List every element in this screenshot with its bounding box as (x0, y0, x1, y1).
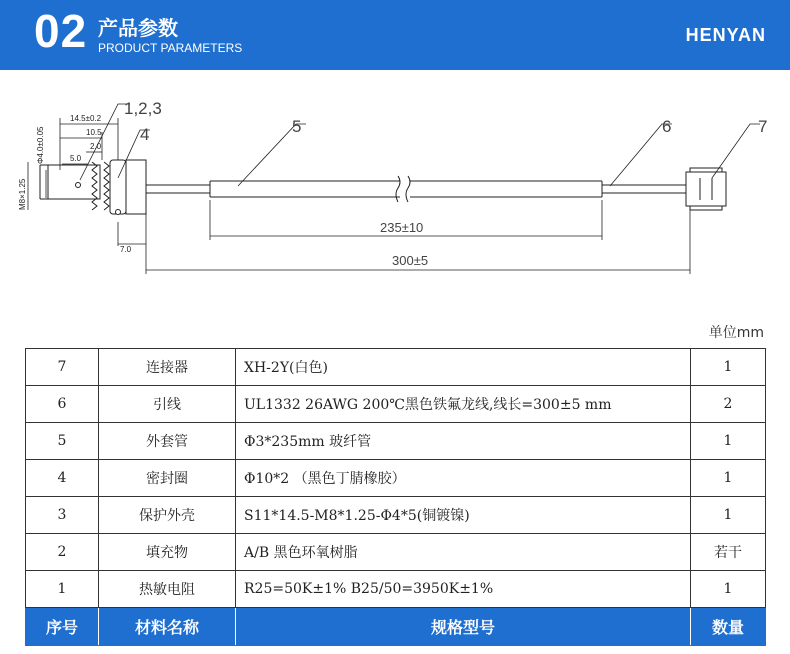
callout-5: 5 (292, 117, 302, 136)
parameter-table (25, 348, 766, 646)
header-qty: 数量 (691, 608, 766, 646)
cell-spec: Φ10*2 （黑色丁腈橡胶） (236, 460, 691, 497)
section-number: 02 (34, 5, 88, 57)
cell-no: 7 (26, 349, 99, 386)
section-title-en: PRODUCT PARAMETERS (98, 41, 243, 55)
xh-connector (686, 168, 726, 210)
header-name: 材料名称 (99, 608, 236, 646)
cell-qty: 1 (691, 423, 766, 460)
cell-no: 1 (26, 571, 99, 608)
table-row (26, 460, 766, 497)
brand-logo-text: HENYAN (685, 25, 766, 45)
table-row (26, 423, 766, 460)
cell-name: 填充物 (99, 534, 236, 571)
cell-name: 密封圈 (99, 460, 236, 497)
cell-name: 热敏电阻 (99, 571, 236, 608)
table-row (26, 497, 766, 534)
cell-no: 2 (26, 534, 99, 571)
header-no: 序号 (26, 608, 99, 646)
cell-qty: 若干 (691, 534, 766, 571)
cell-spec: XH-2Y(白色) (236, 349, 691, 386)
cell-qty: 1 (691, 497, 766, 534)
cell-spec: A/B 黑色环氧树脂 (236, 534, 691, 571)
cell-no: 4 (26, 460, 99, 497)
dim-7-0: 7.0 (120, 245, 132, 254)
cell-name: 连接器 (99, 349, 236, 386)
dim-300: 300±5 (392, 253, 429, 268)
table-row (26, 349, 766, 386)
probe-housing (40, 160, 146, 215)
table-row (26, 534, 766, 571)
callout-leaders (80, 104, 760, 186)
cell-spec: R25=50K±1% B25/50=3950K±1% (236, 571, 691, 608)
dim-10-5: 10.5 (86, 128, 102, 137)
cell-qty: 1 (691, 349, 766, 386)
dim-2-0: 2.0 (90, 142, 102, 151)
table-row (26, 571, 766, 608)
dim-5-0: 5.0 (70, 154, 82, 163)
callout-7: 7 (758, 117, 768, 136)
product-drawing (0, 80, 790, 290)
table-header-row (26, 608, 766, 646)
dim-phi4: Φ4.0±0.05 (36, 126, 45, 164)
cell-qty: 1 (691, 460, 766, 497)
cell-no: 6 (26, 386, 99, 423)
cell-name: 外套管 (99, 423, 236, 460)
dim-235: 235±10 (380, 220, 424, 235)
cell-qty: 1 (691, 571, 766, 608)
cell-name: 引线 (99, 386, 236, 423)
callout-6: 6 (662, 117, 672, 136)
callout-1-2-3: 1,2,3 (124, 99, 162, 118)
cell-spec: UL1332 26AWG 200℃黑色铁氟龙线,线长=300±5 mm (236, 386, 691, 423)
cell-name: 保护外壳 (99, 497, 236, 534)
cell-spec: S11*14.5-M8*1.25-Φ4*5(铜镀镍) (236, 497, 691, 534)
dim-14-5: 14.5±0.2 (70, 114, 102, 123)
header-spec: 规格型号 (236, 608, 691, 646)
cell-spec: Φ3*235mm 玻纤管 (236, 423, 691, 460)
header-banner (0, 0, 790, 70)
unit-label: 单位mm (708, 325, 764, 341)
dim-m8: M8×1.25 (18, 178, 27, 210)
callout-4: 4 (140, 125, 150, 144)
table-row (26, 386, 766, 423)
cell-no: 3 (26, 497, 99, 534)
glass-fiber-sleeve (210, 176, 602, 202)
cell-qty: 2 (691, 386, 766, 423)
cell-no: 5 (26, 423, 99, 460)
section-title-cn: 产品参数 (98, 16, 178, 40)
